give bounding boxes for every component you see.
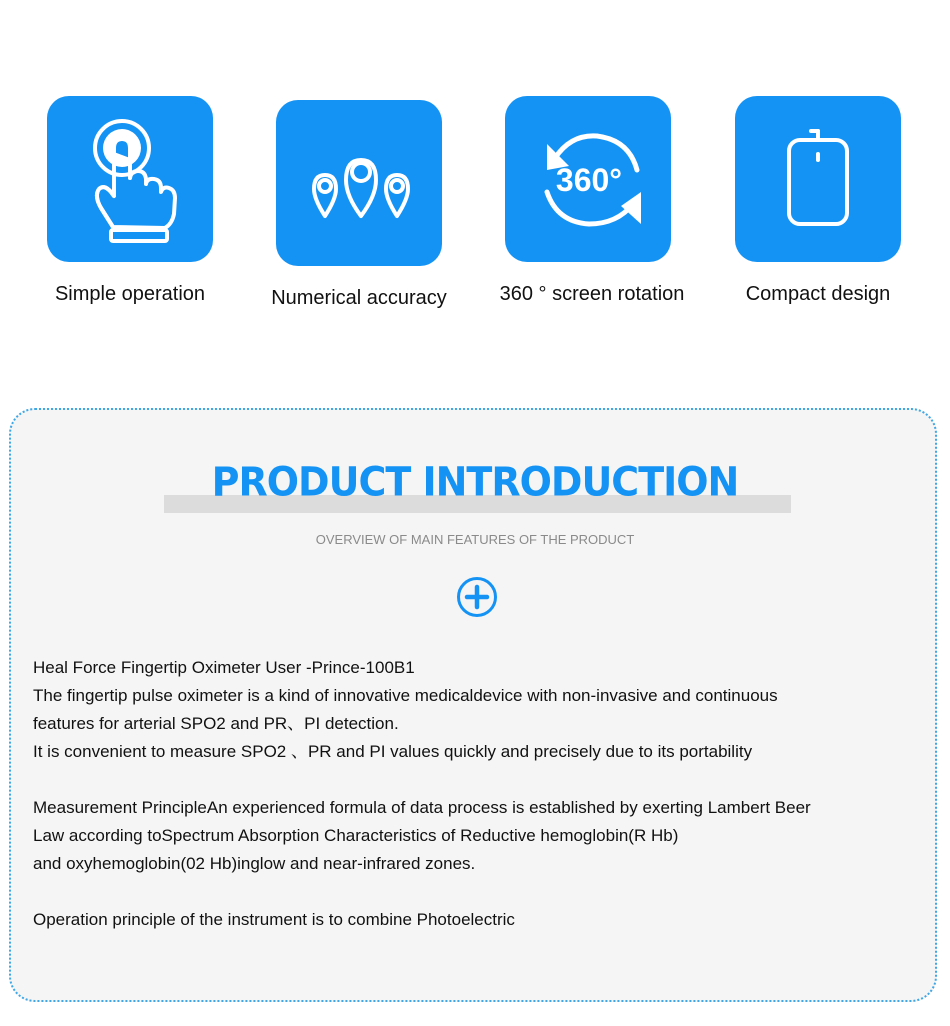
feature-label: Compact design bbox=[745, 283, 891, 305]
feature-tile bbox=[276, 100, 442, 266]
description-line: and oxyhemoglobin(02 Hb)inglow and near-infrared zones. bbox=[33, 854, 476, 873]
feature-simple-operation bbox=[15, 96, 245, 316]
feature-tile bbox=[505, 96, 671, 262]
rotate-360-label: 360° bbox=[555, 162, 623, 198]
feature-tile bbox=[47, 96, 213, 262]
device-icon bbox=[735, 96, 901, 262]
feature-numerical-accuracy bbox=[244, 100, 474, 320]
description-line: It is convenient to measure SPO2 、PR and PI values quickly and precisely due to its portability bbox=[33, 742, 753, 761]
product-description bbox=[33, 654, 923, 934]
feature-label: Simple operation bbox=[54, 283, 206, 305]
description-line: The fingertip pulse oximeter is a kind of innovative medicaldevice with non-invasive and continuous bbox=[33, 686, 778, 705]
droplets-icon bbox=[276, 100, 442, 266]
plus-circle-icon bbox=[456, 576, 498, 618]
section-title: PRODUCT INTRODUCTION bbox=[211, 458, 739, 506]
feature-tile bbox=[735, 96, 901, 262]
description-line: Law according toSpectrum Absorption Characteristics of Reductive hemoglobin(R Hb) bbox=[33, 826, 679, 845]
feature-compact-design bbox=[703, 96, 933, 316]
feature-label: Numerical accuracy bbox=[271, 287, 447, 309]
rotate-360-icon bbox=[505, 96, 671, 262]
tap-finger-icon bbox=[47, 96, 213, 262]
feature-label: 360 ° screen rotation bbox=[499, 283, 685, 305]
description-line: features for arterial SPO2 and PR、PI detection. bbox=[33, 714, 399, 733]
product-intro-panel bbox=[9, 408, 937, 1002]
feature-screen-rotation bbox=[473, 96, 703, 316]
section-subtitle: OVERVIEW OF MAIN FEATURES OF THE PRODUCT bbox=[315, 532, 635, 547]
description-line: Measurement PrincipleAn experienced formula of data process is established by exerting Lambert Beer bbox=[33, 798, 811, 817]
description-line: Heal Force Fingertip Oximeter User -Prince-100B1 bbox=[33, 658, 415, 677]
description-line: Operation principle of the instrument is to combine Photoelectric bbox=[33, 910, 515, 929]
